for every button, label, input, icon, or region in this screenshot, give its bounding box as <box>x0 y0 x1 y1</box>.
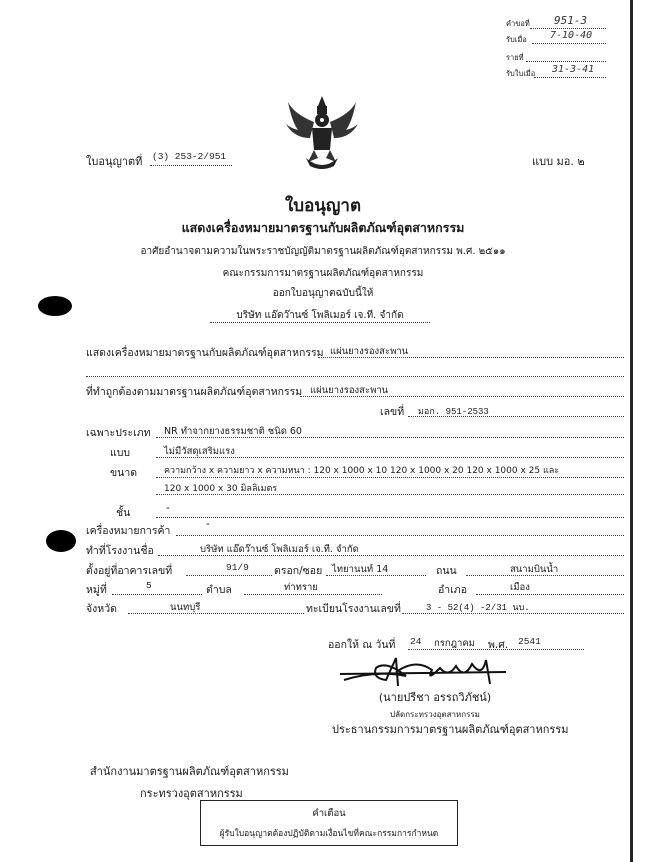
ministry-name: กระทรวงอุตสาหกรรม <box>140 787 243 800</box>
road-label: ถนน <box>436 565 457 577</box>
road-value: สนามบินน้ำ <box>510 564 559 575</box>
factory-value: บริษัท แอ๊ดว๊านซ์ โพลิเมอร์ เจ.ที. จำกัด <box>200 544 359 555</box>
amphoe-value: เมือง <box>510 582 530 593</box>
grant-line: ออกใบอนุญาตฉบับนี้ให้ <box>272 288 374 299</box>
type-value: NR ทำจากยางธรรมชาติ ชนิด 60 <box>164 426 302 437</box>
tambon-label: ตำบล <box>206 584 232 596</box>
address-label: ตั้งอยู่ที่อาคารเลขที่ <box>86 565 173 577</box>
size-value-2: 120 x 1000 x 30 มิลลิเมตร <box>164 484 278 494</box>
tambon-value: ท่าทราย <box>284 582 318 593</box>
grade-value: - <box>166 502 170 514</box>
signature-image <box>336 650 516 690</box>
authority-line: อาศัยอำนาจตามความในพระราชบัญญัติมาตรฐานผลิตภัณฑ์อุตสาหกรรม พ.ศ. ๒๕๑๑ <box>140 246 506 257</box>
moo-label: หมู่ที่ <box>86 584 107 596</box>
issue-day: 24 <box>410 636 422 647</box>
document-subtitle: แสดงเครื่องหมายมาตรฐานกับผลิตภัณฑ์อุตสาหกรรม <box>181 220 465 235</box>
soi-value: ไทยานนท์ 14 <box>332 564 389 575</box>
grade-label: ชั้น <box>116 507 131 519</box>
form-label: แบบ มอ. ๒ <box>532 155 585 168</box>
address-value: 91/9 <box>226 562 249 573</box>
document-title: ใบอนุญาต <box>285 196 361 216</box>
stamp-label-recv: รับเมื่อ <box>506 35 527 44</box>
stamp-value-no: 951-3 <box>554 14 588 27</box>
stamp-label-no: คำขอที่ <box>506 19 530 28</box>
province-label: จังหวัด <box>86 603 117 615</box>
signer-name: (นายปรีชา อรรถวิภัชน์) <box>378 691 492 704</box>
signer-position-2: ประธานกรรมการมาตรฐานผลิตภัณฑ์อุตสาหกรรม <box>332 723 569 736</box>
form-field-label: แบบ <box>110 447 131 459</box>
factory-label: ทำที่โรงงานชื่อ <box>86 545 154 557</box>
stamp-value-recv: 7-10-40 <box>550 30 593 41</box>
std-value: แผ่นยางรองสะพาน <box>310 385 389 396</box>
office-name: สำนักงานมาตรฐานผลิตภัณฑ์อุตสาหกรรม <box>90 765 289 778</box>
company-name: บริษัท แอ๊ดว๊านซ์ โพลิเมอร์ เจ.ที. จำกัด <box>236 310 404 321</box>
committee-line: คณะกรรมการมาตรฐานผลิตภัณฑ์อุตสาหกรรม <box>222 268 424 279</box>
regno-label: ทะเบียนโรงงานเลขที่ <box>306 603 401 615</box>
garuda-emblem <box>284 92 360 172</box>
warning-title: คำเตือน <box>312 808 346 819</box>
soi-label: ตรอก/ซอย <box>274 565 323 577</box>
trademark-value: - <box>206 518 210 530</box>
issue-year-label: พ.ศ. <box>488 639 509 651</box>
form-field-value: ไม่มีวัสดุเสริมแรง <box>164 446 235 457</box>
issue-month: กรกฎาคม <box>434 638 475 649</box>
license-number: (3) 253-2/951 <box>152 151 227 162</box>
stamp-value-issue: 31-3-41 <box>552 64 595 75</box>
mark-value: แผ่นยางรองสะพาน <box>330 346 409 357</box>
license-label: ใบอนุญาตที่ <box>86 155 143 168</box>
receipt-stamp <box>506 14 624 84</box>
stamp-label-reg: รายที่ <box>506 53 524 62</box>
mark-label: แสดงเครื่องหมายมาตรฐานกับผลิตภัณฑ์อุตสาหกรรม <box>86 347 324 359</box>
std-no-label: เลขที่ <box>380 406 405 418</box>
issue-year: 2541 <box>518 636 541 647</box>
std-no-value: มอก. 951-2533 <box>418 407 489 417</box>
warning-text: ผู้รับใบอนุญาตต้องปฏิบัติตามเงื่อนไขที่คณะกรรมการกำหนด <box>219 829 439 839</box>
regno-value: 3 - 52(4) -2/31 นบ. <box>426 603 530 613</box>
size-label: ขนาด <box>110 467 138 479</box>
amphoe-label: อำเภอ <box>438 584 468 596</box>
warning-box <box>200 800 458 846</box>
trademark-label: เครื่องหมายการค้า <box>86 525 171 537</box>
moo-value: 5 <box>146 580 152 591</box>
province-value: นนทบุรี <box>170 602 201 613</box>
redaction-mark <box>38 296 72 316</box>
stamp-label-issue: รับใบเมื่อ <box>506 69 536 78</box>
std-label: ที่ทำถูกต้องตามมาตรฐานผลิตภัณฑ์อุตสาหกรรม <box>86 386 303 398</box>
signer-position-1: ปลัดกระทรวงอุตสาหกรรม <box>390 710 480 719</box>
size-value-1: ความกว้าง x ความยาว x ความหนา : 120 x 1000 x 10 120 x 1000 x 20 120 x 1000 x 25 และ <box>164 466 560 476</box>
type-label: เฉพาะประเภท <box>86 427 151 439</box>
scan-edge <box>630 0 633 862</box>
redaction-mark <box>46 530 76 552</box>
issue-label: ออกให้ ณ วันที่ <box>328 639 396 651</box>
